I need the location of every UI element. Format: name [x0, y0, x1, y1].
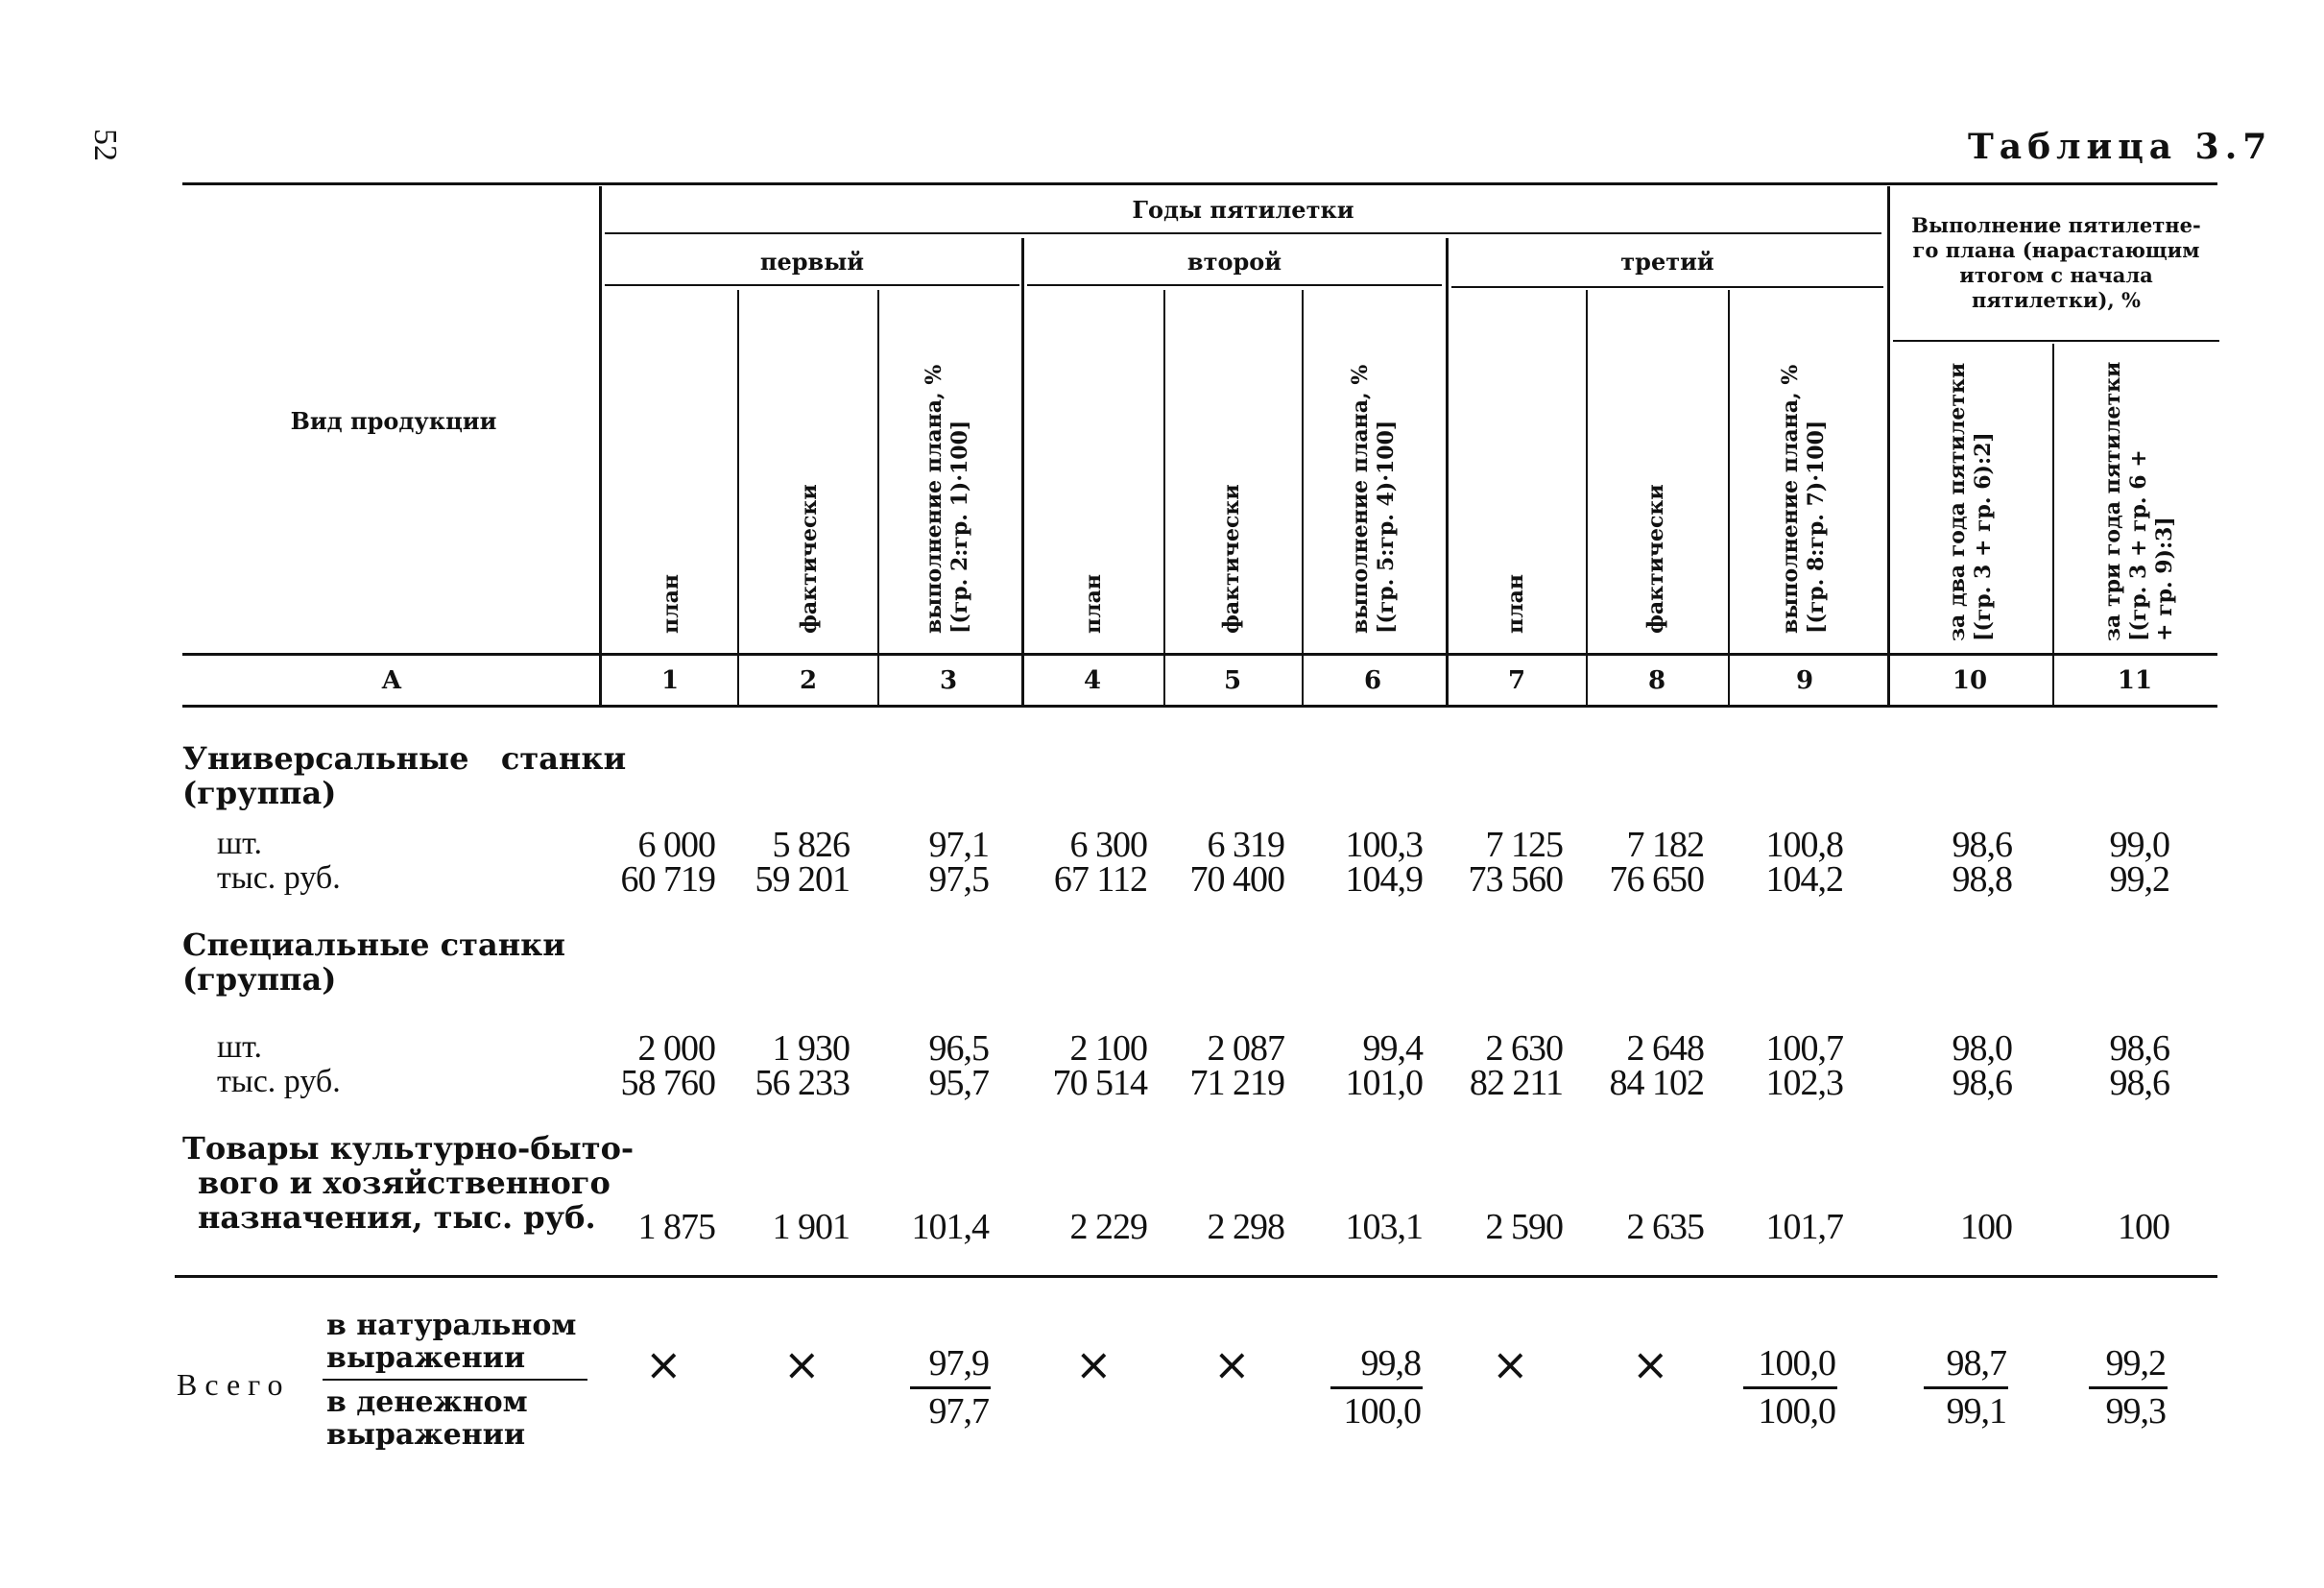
- table-cell: 59 201: [755, 859, 850, 900]
- subhead-three-years-line: [(гр. 3 + гр. 6 +: [2126, 449, 2151, 641]
- subhead-exec-2: [1348, 365, 1400, 634]
- cross-mark: ×: [1213, 1338, 1251, 1390]
- table-cell: 2 298: [1207, 1207, 1284, 1247]
- table-cell: 98,6: [2109, 1028, 2169, 1069]
- vrule-4-5: [1163, 290, 1165, 705]
- row-unit: шт.: [217, 826, 262, 861]
- table-cell: 6 000: [637, 825, 715, 865]
- total-top-rule: [175, 1275, 2217, 1278]
- vrule-1-2: [737, 290, 739, 705]
- subhead-exec-line: выполнение плана, %: [922, 364, 946, 634]
- subheader-bottom-rule: [182, 653, 2217, 656]
- subhead-two-years-line: за два года пятилетки: [1945, 362, 1970, 641]
- years-title-rule: [605, 232, 1881, 234]
- table-cell: 73 560: [1468, 859, 1563, 900]
- colnum-10: 10: [1952, 666, 1988, 695]
- year-second: второй: [1186, 248, 1282, 276]
- table-cell: 1 930: [772, 1028, 850, 1069]
- subhead-exec-3: [1778, 365, 1830, 634]
- table-cell: 2 229: [1069, 1207, 1147, 1247]
- table-cell: 2 648: [1626, 1028, 1704, 1069]
- table-cell: 101,7: [1765, 1207, 1843, 1247]
- subhead-exec-line: [(гр. 5:гр. 4)·100]: [1374, 420, 1399, 634]
- vrule-10-11: [2052, 344, 2054, 705]
- row-head-label: Вид продукции: [290, 407, 497, 435]
- table-cell: 96,5: [928, 1028, 989, 1069]
- subhead-two-years: [1945, 363, 1997, 641]
- year-first-rule: [605, 284, 1019, 286]
- table-cell: 6 300: [1069, 825, 1147, 865]
- vrule-8-9: [1728, 290, 1730, 705]
- total-fraction-bar: [910, 1386, 991, 1389]
- cumulative-rule: [1893, 340, 2219, 342]
- colnum-11: 11: [2117, 666, 2153, 695]
- table-cell: 2 590: [1485, 1207, 1563, 1247]
- table-cell: 82 211: [1469, 1063, 1563, 1103]
- table-cell: 7 182: [1626, 825, 1704, 865]
- subhead-plan-1: план: [659, 574, 683, 634]
- cumulative-title-line: Выполнение пятилетне-: [1911, 213, 2201, 237]
- colnum-bottom-rule: [182, 705, 2217, 708]
- page-number: 52: [87, 129, 123, 161]
- table-cell: 56 233: [755, 1063, 850, 1103]
- group-label: [182, 927, 565, 997]
- colnum-6: 6: [1363, 666, 1382, 695]
- header-top-rule: [182, 182, 2217, 185]
- vrule-2-3: [877, 290, 879, 705]
- vrule-7-8: [1586, 290, 1588, 705]
- table-cell: 71 219: [1189, 1063, 1284, 1103]
- table-cell: 70 400: [1189, 859, 1284, 900]
- group-label-line: Специальные станки: [182, 926, 565, 963]
- group-label-line: (группа): [182, 775, 337, 811]
- colnum-4: 4: [1083, 666, 1102, 695]
- table-cell: 100,3: [1345, 825, 1423, 865]
- vrule-5-6: [1302, 290, 1304, 705]
- table-cell: 98,8: [1952, 859, 2012, 900]
- table-cell: 95,7: [928, 1063, 989, 1103]
- colnum-7: 7: [1507, 666, 1526, 695]
- table-cell: 84 102: [1609, 1063, 1704, 1103]
- total-fraction-bottom: 100,0: [1343, 1391, 1421, 1432]
- group-label-line: Универсальные станки: [182, 740, 627, 777]
- total-fraction-bottom: 99,1: [1946, 1391, 2006, 1432]
- table-cell: 98,6: [1952, 1063, 2012, 1103]
- total-label-fraction-bar: [323, 1379, 587, 1381]
- row-unit: тыс. руб.: [217, 860, 341, 896]
- year-second-rule: [1027, 284, 1442, 286]
- total-money: [326, 1386, 528, 1452]
- year-third: третий: [1620, 248, 1714, 276]
- table-cell: 104,2: [1765, 859, 1843, 900]
- row-unit: шт.: [217, 1029, 262, 1065]
- total-natural-line: выражении: [326, 1341, 526, 1375]
- subhead-fact-3: фактически: [1643, 484, 1668, 634]
- cross-mark: ×: [783, 1338, 821, 1390]
- colnum-a: А: [381, 666, 402, 695]
- table-cell: 2 630: [1485, 1028, 1563, 1069]
- total-fraction-top: 98,7: [1946, 1343, 2006, 1383]
- year-first: первый: [759, 248, 865, 276]
- table-cell: 101,4: [911, 1207, 989, 1247]
- table-cell: 100,8: [1765, 825, 1843, 865]
- table-cell: 67 112: [1053, 859, 1147, 900]
- vrule-6-7: [1446, 238, 1449, 705]
- vrule-3-4: [1021, 238, 1024, 705]
- table-cell: 101,0: [1345, 1063, 1423, 1103]
- cross-mark: ×: [1492, 1338, 1529, 1390]
- total-natural: [326, 1310, 576, 1375]
- years-title: Годы пятилетки: [1132, 196, 1354, 224]
- total-money-line: выражении: [326, 1418, 526, 1452]
- cumulative-title: [1893, 213, 2219, 313]
- group-label: [182, 741, 626, 810]
- group-label: [182, 1131, 634, 1235]
- total-fraction-top: 99,2: [2105, 1343, 2166, 1383]
- total-fraction-top: 100,0: [1758, 1343, 1835, 1383]
- cumulative-title-line: го плана (нарастающим: [1912, 238, 2200, 262]
- total-natural-line: в натуральном: [326, 1309, 577, 1342]
- subhead-exec-line: выполнение плана, %: [1778, 364, 1803, 634]
- table-cell: 2 100: [1069, 1028, 1147, 1069]
- table-cell: 99,0: [2109, 825, 2169, 865]
- colnum-2: 2: [799, 666, 818, 695]
- table-cell: 2 000: [637, 1028, 715, 1069]
- colnum-8: 8: [1647, 666, 1666, 695]
- total-fraction-top: 97,9: [928, 1343, 989, 1383]
- cross-mark: ×: [645, 1338, 683, 1390]
- total-money-line: в денежном: [326, 1385, 528, 1419]
- total-fraction-bar: [1330, 1386, 1423, 1389]
- vrule-9-10: [1887, 186, 1890, 705]
- subhead-exec-line: выполнение плана, %: [1348, 364, 1373, 634]
- subhead-three-years-line: + гр. 9):3]: [2152, 517, 2177, 641]
- table-cell: 60 719: [620, 859, 715, 900]
- table-cell: 97,5: [928, 859, 989, 900]
- table-cell: 98,6: [1952, 825, 2012, 865]
- table-cell: 6 319: [1207, 825, 1284, 865]
- table-cell: 7 125: [1485, 825, 1563, 865]
- subhead-exec-line: [(гр. 2:гр. 1)·100]: [947, 420, 972, 634]
- table-cell: 99,4: [1362, 1028, 1423, 1069]
- total-fraction-bottom: 99,3: [2105, 1391, 2166, 1432]
- group-label-line: назначения, тыс. руб.: [198, 1199, 596, 1236]
- table-cell: 1 901: [772, 1207, 850, 1247]
- year-third-rule: [1451, 286, 1883, 288]
- row-unit: тыс. руб.: [217, 1064, 341, 1099]
- table-cell: 2 635: [1626, 1207, 1704, 1247]
- total-fraction-bar: [1743, 1386, 1837, 1389]
- colnum-9: 9: [1795, 666, 1814, 695]
- subhead-exec-line: [(гр. 8:гр. 7)·100]: [1804, 420, 1829, 634]
- table-cell: 100: [2118, 1207, 2169, 1247]
- colnum-5: 5: [1223, 666, 1242, 695]
- total-label: Всего: [177, 1367, 291, 1402]
- total-fraction-bar: [1924, 1386, 2008, 1389]
- table-caption: Таблица 3.7: [1968, 127, 2273, 167]
- table-cell: 1 875: [637, 1207, 715, 1247]
- subhead-plan-2: план: [1081, 574, 1106, 634]
- cross-mark: ×: [1632, 1338, 1669, 1390]
- subhead-exec-1: [922, 365, 973, 634]
- table-cell: 2 087: [1207, 1028, 1284, 1069]
- table-cell: 58 760: [620, 1063, 715, 1103]
- table-cell: 76 650: [1609, 859, 1704, 900]
- subhead-three-years-line: за три года пятилетки: [2100, 361, 2125, 641]
- group-label-line: (группа): [182, 961, 337, 998]
- table-cell: 100,7: [1765, 1028, 1843, 1069]
- table-cell: 5 826: [772, 825, 850, 865]
- total-fraction-bottom: 100,0: [1758, 1391, 1835, 1432]
- colnum-3: 3: [939, 666, 958, 695]
- table-cell: 98,6: [2109, 1063, 2169, 1103]
- group-label-line: вого и хозяйственного: [198, 1165, 611, 1201]
- total-fraction-bar: [2089, 1386, 2168, 1389]
- table-cell: 103,1: [1345, 1207, 1423, 1247]
- table-cell: 102,3: [1765, 1063, 1843, 1103]
- subhead-three-years: [2100, 362, 2178, 641]
- subhead-fact-1: фактически: [797, 484, 822, 634]
- subhead-fact-2: фактически: [1219, 484, 1244, 634]
- vrule-head: [599, 186, 602, 705]
- total-fraction-top: 99,8: [1360, 1343, 1421, 1383]
- total-fraction-bottom: 97,7: [928, 1391, 989, 1432]
- subhead-plan-3: план: [1503, 574, 1528, 634]
- table-cell: 100: [1960, 1207, 2012, 1247]
- cumulative-title-line: пятилетки), %: [1972, 288, 2141, 312]
- subhead-two-years-line: [(гр. 3 + гр. 6):2]: [1971, 432, 1996, 641]
- table-cell: 98,0: [1952, 1028, 2012, 1069]
- table-cell: 104,9: [1345, 859, 1423, 900]
- table-cell: 97,1: [928, 825, 989, 865]
- cumulative-title-line: итогом с начала: [1959, 263, 2153, 287]
- colnum-1: 1: [660, 666, 680, 695]
- group-label-line: Товары культурно-быто-: [182, 1130, 635, 1167]
- table-cell: 70 514: [1052, 1063, 1147, 1103]
- cross-mark: ×: [1075, 1338, 1113, 1390]
- table-cell: 99,2: [2109, 859, 2169, 900]
